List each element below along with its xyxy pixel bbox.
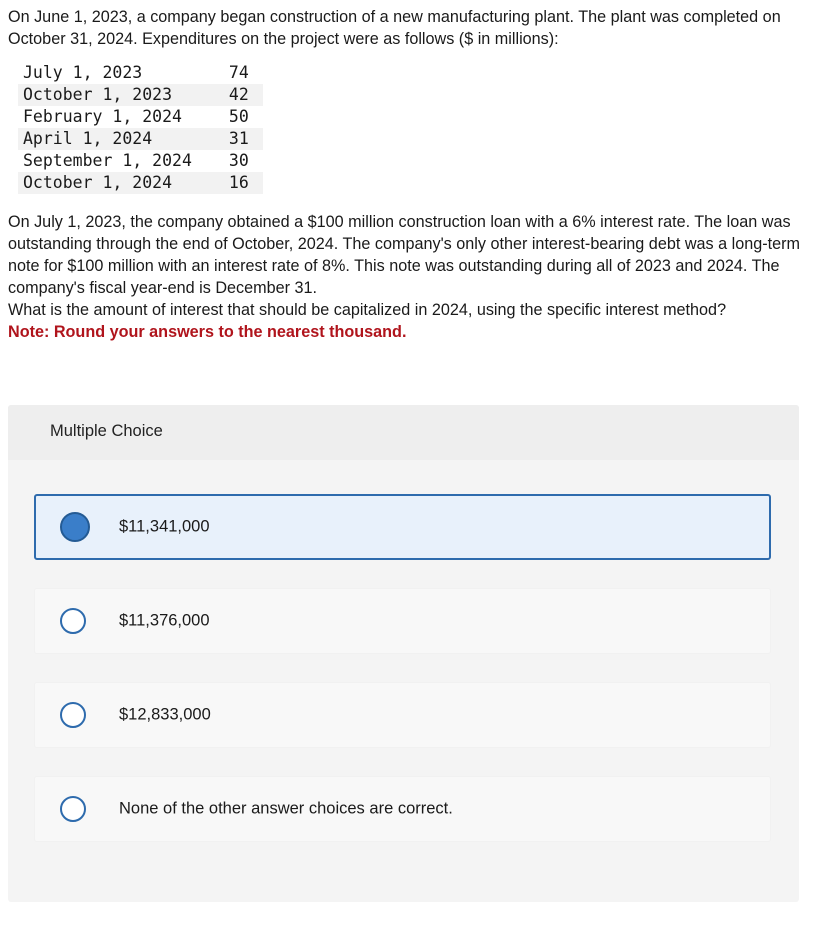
question-body (8, 6, 828, 343)
expenditure-date: February 1, 2024 (23, 107, 182, 126)
rounding-note: Note: Round your answers to the nearest thousand. (8, 323, 407, 341)
expenditure-amount: 74 (228, 63, 249, 82)
radio-icon[interactable] (60, 796, 86, 822)
question-prompt: What is the amount of interest that should be capitalized in 2024, using the specific interest method? (8, 301, 727, 319)
table-row (18, 62, 263, 84)
expenditures-table (18, 62, 263, 194)
answer-choice-3[interactable] (34, 682, 771, 748)
table-row (18, 172, 263, 194)
answer-choice-label: $11,341,000 (119, 517, 210, 536)
expenditure-date: October 1, 2023 (18, 84, 197, 106)
answer-choice-2[interactable] (34, 588, 771, 654)
answer-choice-1[interactable] (34, 494, 771, 560)
multiple-choice-panel (8, 405, 799, 902)
expenditure-amount: 50 (228, 107, 249, 126)
expenditure-date: April 1, 2024 (18, 128, 197, 150)
expenditure-date: October 1, 2024 (18, 172, 197, 194)
table-row (18, 106, 263, 128)
answer-choice-label: $11,376,000 (119, 611, 210, 630)
answer-choice-label: $12,833,000 (119, 705, 211, 724)
question-details: On July 1, 2023, the company obtained a $100 million construction loan with a 6% interest rate. The loan was outstanding through the end of October, 2024. The company's only other interest-bearing debt was a long-term note for $100 million with an interest rate of 8%. This note was outstanding during all of 2023 and 2024. The company's fiscal year-end is December 31. (8, 213, 800, 297)
expenditure-date: September 1, 2024 (23, 151, 192, 170)
answer-choice-4[interactable] (34, 776, 771, 842)
table-row (18, 150, 263, 172)
expenditure-date: July 1, 2023 (23, 63, 143, 82)
expenditure-amount: 30 (228, 151, 249, 170)
expenditure-amount: 42 (197, 84, 263, 106)
radio-icon[interactable] (60, 702, 86, 728)
table-row (18, 128, 263, 150)
expenditure-amount: 16 (197, 172, 263, 194)
radio-selected-icon[interactable] (60, 512, 90, 542)
multiple-choice-title: Multiple Choice (50, 422, 163, 440)
expenditure-amount: 31 (197, 128, 263, 150)
radio-icon[interactable] (60, 608, 86, 634)
answer-choice-label: None of the other answer choices are correct. (119, 799, 453, 818)
question-intro: On June 1, 2023, a company began construction of a new manufacturing plant. The plant was completed on October 31, 2024. Expenditures on the project were as follows ($ in millions): (8, 8, 781, 48)
table-row (18, 84, 263, 106)
